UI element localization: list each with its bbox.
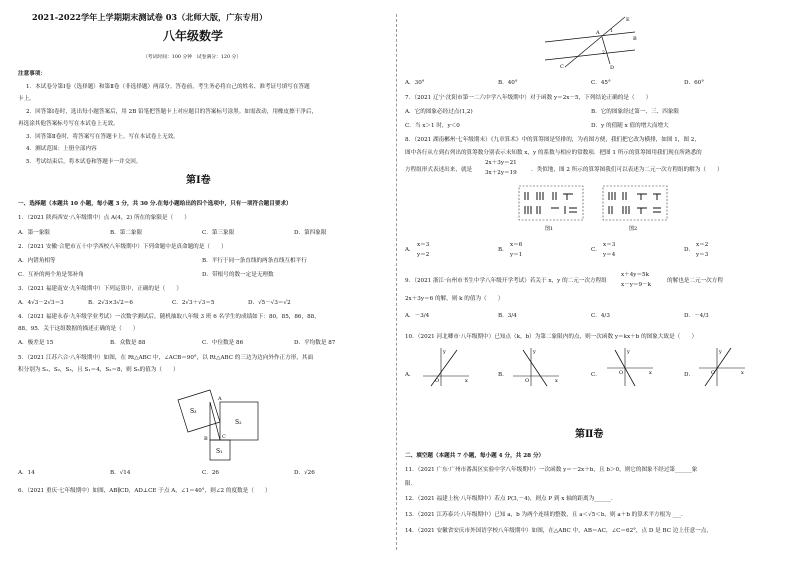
q3-option-b: B．2√3×3√2＝6	[88, 300, 133, 306]
label-a: A	[596, 30, 600, 36]
svg-text:O: O	[619, 370, 624, 376]
svg-text:x: x	[555, 378, 558, 384]
label-b: B	[633, 36, 637, 42]
line-ab	[545, 32, 635, 42]
q8-option-b-y: y＝1	[510, 252, 523, 258]
q4-option-b: B．众数是 88	[110, 340, 146, 346]
q9-option-b: B．3/4	[498, 313, 517, 319]
q12-stem: 12．（2021 福建上杭·八年级期中）若点 P(3,－4)，则点 P 到 x 轴的距离为______．	[405, 496, 617, 502]
q7-option-a: A．它的图象必经过点(1,2)	[405, 109, 473, 115]
svg-text:y: y	[719, 349, 722, 355]
q10-option-d: D．	[684, 372, 695, 378]
q7-option-c: C．当 x＞1 时，y＜0	[405, 123, 460, 129]
label-c: C	[560, 64, 564, 70]
line-ce	[565, 17, 625, 67]
square-s3	[178, 390, 220, 432]
svg-text:x: x	[465, 378, 468, 384]
svg-text:x: x	[741, 370, 744, 376]
q1-option-b: B．第二象限	[110, 230, 143, 236]
q10-option-b: B．	[498, 372, 508, 378]
q13-stem: 13．（2021 江苏泰兴·八年级期中）已知 a，b 为两个连续的整数，且 a＜√5＜b，则 a＋b 的算术平方根为 ___．	[405, 512, 687, 518]
subject-title: 八年级数学	[163, 29, 224, 43]
label-s2: S₂	[235, 419, 242, 426]
note-line: 4．测试范围：上册全部内容	[26, 146, 97, 152]
q11-stem-cont: 限．	[405, 481, 417, 487]
part2-title: 第Ⅱ卷	[575, 429, 604, 440]
column-divider	[396, 14, 397, 550]
svg-text:O: O	[711, 370, 716, 376]
q5-option-b: B．√14	[110, 470, 131, 476]
line-cd	[545, 50, 635, 60]
notes-heading: 注意事项：	[18, 71, 46, 77]
q2-stem: 2．（2021 安徽·合肥市五十中学西校八年级期中）下列命题中是真命题的是（ ）	[18, 244, 227, 250]
rod-figure-1	[519, 186, 583, 220]
q5-figure	[148, 380, 288, 470]
q8-option-c-letter: C．	[591, 247, 601, 253]
q4-option-c: C．中位数是 86	[202, 340, 244, 346]
q11-stem: 11．（2021 广东·广州市番禺区实验中学八年级期中）一次函数 y＝－2x＋b，且 b＞0，则它的图象不经过第______象	[405, 467, 698, 473]
right-column	[405, 0, 777, 562]
svg-text:y: y	[627, 349, 630, 355]
q4-option-d: D．平均数是 87	[294, 340, 336, 346]
q9-system-eq2: x－y＝9－k	[621, 282, 652, 288]
label-d: D	[610, 65, 615, 71]
q3-stem: 3．（2021 福建南安·九年级期中）下列运算中，正确的是（ ）	[18, 286, 182, 292]
q6-option-b: B．40°	[498, 80, 518, 86]
label-b: B	[204, 436, 208, 442]
q6-option-c: C．45°	[591, 80, 611, 86]
q10-graph-d	[697, 346, 747, 388]
q10-graph-a	[421, 346, 471, 388]
svg-text:y: y	[443, 349, 446, 355]
left-column	[18, 0, 388, 562]
note-line: 再选涂其他答案标号写在本试卷上无效。	[18, 121, 119, 127]
q8-system-eq1: 2x＋3y＝21	[485, 160, 517, 166]
note-line: 3．回答第Ⅱ卷时，将答案写在答题卡上。写在本试卷上无效。	[26, 134, 179, 140]
q9-system-eq1: x＋4y＝5k	[621, 272, 650, 278]
note-line: 1．本试卷分第Ⅰ卷（选择题）和第Ⅱ卷（非选择题）两部分。答卷前，考生务必将自己的姓名、准考证号填写在答题	[26, 84, 310, 90]
q2-option-b: B．平行于同一条直线的两条直线互相平行	[202, 258, 307, 264]
q8-rod-figures	[517, 184, 677, 232]
svg-text:O: O	[435, 378, 440, 384]
q5-option-a: A．14	[18, 470, 35, 476]
exam-title: 2021-2022学年上学期期末测试卷 03（北师大版，广东专用）	[32, 12, 268, 22]
label-s1: S₁	[216, 448, 223, 455]
q1-option-d: D．第四象限	[294, 230, 327, 236]
q2-option-c: C．互补的两个角是邻补角	[18, 272, 84, 278]
q8-option-c-y: y＝4	[603, 252, 616, 258]
exam-info: （考试时间：100 分钟 试卷满分：120 分）	[143, 55, 242, 60]
svg-text:y: y	[533, 349, 536, 355]
label-c: C	[222, 434, 226, 440]
q9-option-d: D．－4/3	[684, 313, 709, 319]
q5-stem: 5．（2021 江苏六合·八年级期中）如图，在 Rt△ABC 中，∠ACB＝90°，以 Rt△ABC 的三边为边向外作正方形，其面	[18, 355, 314, 361]
q8-line1: 8．（2021 湖南郴州·七年级期末）《九章算术》中的算筹图是竖排的，为看图方便，我们把它改为横排，如图 1，图 2，	[405, 137, 700, 143]
q9-line1a: 9．（2021 浙江·台州市书生中学八年级开学考试）若关于 x，y 的二元一次方程组	[405, 278, 607, 284]
note-line: 2．回答第Ⅰ卷时，选出每小题答案后，用 2B 铅笔把答题卡上对应题目的答案标号涂黑。如需改动，用橡皮擦干净后，	[26, 109, 318, 115]
label-1: 1	[610, 29, 613, 34]
q7-stem: 7．（2021 辽宁·沈阳市第一二六中学八年级期中）对于函数 y＝2x－5，下列结论正确的是（ ）	[405, 95, 652, 101]
q10-graph-b	[511, 346, 561, 388]
label-s3: S₃	[190, 408, 197, 415]
label-a: A	[218, 396, 222, 402]
q2-option-d: D．带根号的数一定是无理数	[202, 272, 274, 278]
right-triangle	[210, 402, 220, 440]
q6-option-d: D．60°	[684, 80, 704, 86]
q14-stem: 14．（2021 安徽省安庆市外国语学校八年级期中）如图，在△ABC 中，AB＝AC，∠C＝62°，点 D 是 BC 边上任意一点，	[405, 528, 712, 534]
q9-line1b: 的解也是二元一次方程	[667, 278, 723, 284]
q10-stem: 10．（2021 河北卿市·八年级期中）已知点（k，b）为第二象限内的点，则一次函数 y＝kx＋b 的图象大致是（ ）	[405, 334, 698, 340]
q2-option-a: A．内错角相等	[18, 258, 56, 264]
q8-option-d-letter: D．	[684, 247, 695, 253]
q5-option-c: C．26	[202, 470, 219, 476]
q7-option-d: D．y 的值随 x 值的增大而增大	[591, 123, 669, 129]
section2-heading: 二、填空题（本题共 7 小题，每小题 4 分，共 28 分）	[405, 453, 545, 459]
q6-option-a: A．30°	[405, 80, 425, 86]
label-2: 2	[602, 51, 605, 56]
section1-heading: 一、选择题（本题共 10 小题，每小题 3 分，共 30 分.在每小题给出的四个选项中，只有一项符合题目要求）	[18, 201, 292, 207]
q8-option-a-letter: A．	[405, 247, 415, 253]
fig2-caption: 图2	[629, 226, 638, 232]
q4-stem: 4．（2021 福建永春·九年级学业考试）一次数学测试后，随机抽取八年级 3 班 6 名学生的成绩如下：80，85，86，88，	[18, 314, 320, 320]
svg-text:O: O	[525, 378, 530, 384]
part1-title: 第Ⅰ卷	[186, 175, 211, 186]
q3-option-c: C．2√3＋√3＝5	[172, 300, 215, 306]
note-line: 5．考试结束后，将本试卷和答题卡一并交回。	[26, 159, 142, 165]
q3-option-d: D．√5－√3＝√2	[248, 300, 291, 306]
label-e: E	[626, 17, 630, 23]
q4-stem-cont: 88，95．关于这组数据的描述正确的是（ ）	[18, 326, 139, 332]
q9-line2: 2x＋3y＝6 的解，则 k 的值为（ ）	[405, 296, 504, 302]
rod-figure-2	[603, 186, 667, 220]
q3-option-a: A．4√3－2√3＝3	[18, 300, 64, 306]
q10-graph-c	[605, 346, 655, 388]
q5-option-d: D．√26	[294, 470, 315, 476]
svg-text:x: x	[649, 370, 652, 376]
q1-option-c: C．第三象限	[202, 230, 235, 236]
q8-line2: 图中各行从左到右列出的算筹数分别表示未知数 x，y 的系数与相应的常数项．把图 1 所示的算筹图用我们现在所熟悉的	[405, 150, 702, 156]
q1-stem: 1．（2021 陕西西安·八年级期中）点 A(4，2) 所在的象限是（ ）	[18, 215, 190, 221]
q6-figure	[540, 12, 640, 70]
q8-option-b-letter: B．	[498, 247, 508, 253]
q6-stem: 6．（2021 重庆·七年级期中）如图，AB∥CD，AD⊥CE 于点 A，∠1＝40°，则∠2 的度数是（ ）	[18, 488, 271, 494]
q8-option-c-x: x＝3	[603, 242, 616, 248]
q8-option-a-y: y＝2	[417, 252, 430, 258]
q10-option-a: A．	[405, 372, 415, 378]
q9-option-a: A．－3/4	[405, 313, 430, 319]
q8-line3b: ．类似地，图 2 所示的算筹图我们可以表述为二元一次方程组的解为（ ）	[531, 167, 723, 173]
q8-option-a-x: x＝3	[417, 242, 430, 248]
q8-option-d-x: x＝2	[696, 242, 709, 248]
q4-option-a: A．极差是 15	[18, 340, 54, 346]
q9-option-c: C．4/3	[591, 313, 610, 319]
q8-option-d-y: y＝3	[696, 252, 709, 258]
q10-option-c: C．	[591, 372, 601, 378]
q1-option-a: A．第一象限	[18, 230, 51, 236]
note-line: 卡上。	[18, 96, 35, 102]
q7-option-b: B．它的图象经过第一、三、四象限	[591, 109, 680, 115]
q8-system-eq2: 3x＋2y＝19	[485, 170, 517, 176]
q8-option-b-x: x＝6	[510, 242, 523, 248]
q8-line3a: 方程组形式表述出来，就是	[405, 167, 473, 173]
fig1-caption: 图1	[545, 226, 554, 232]
q5-stem-cont: 积分别为 S₁，S₂，S₃，且 S₁＝4，S₂＝8，则 S₃的值为（ ）	[18, 367, 179, 373]
